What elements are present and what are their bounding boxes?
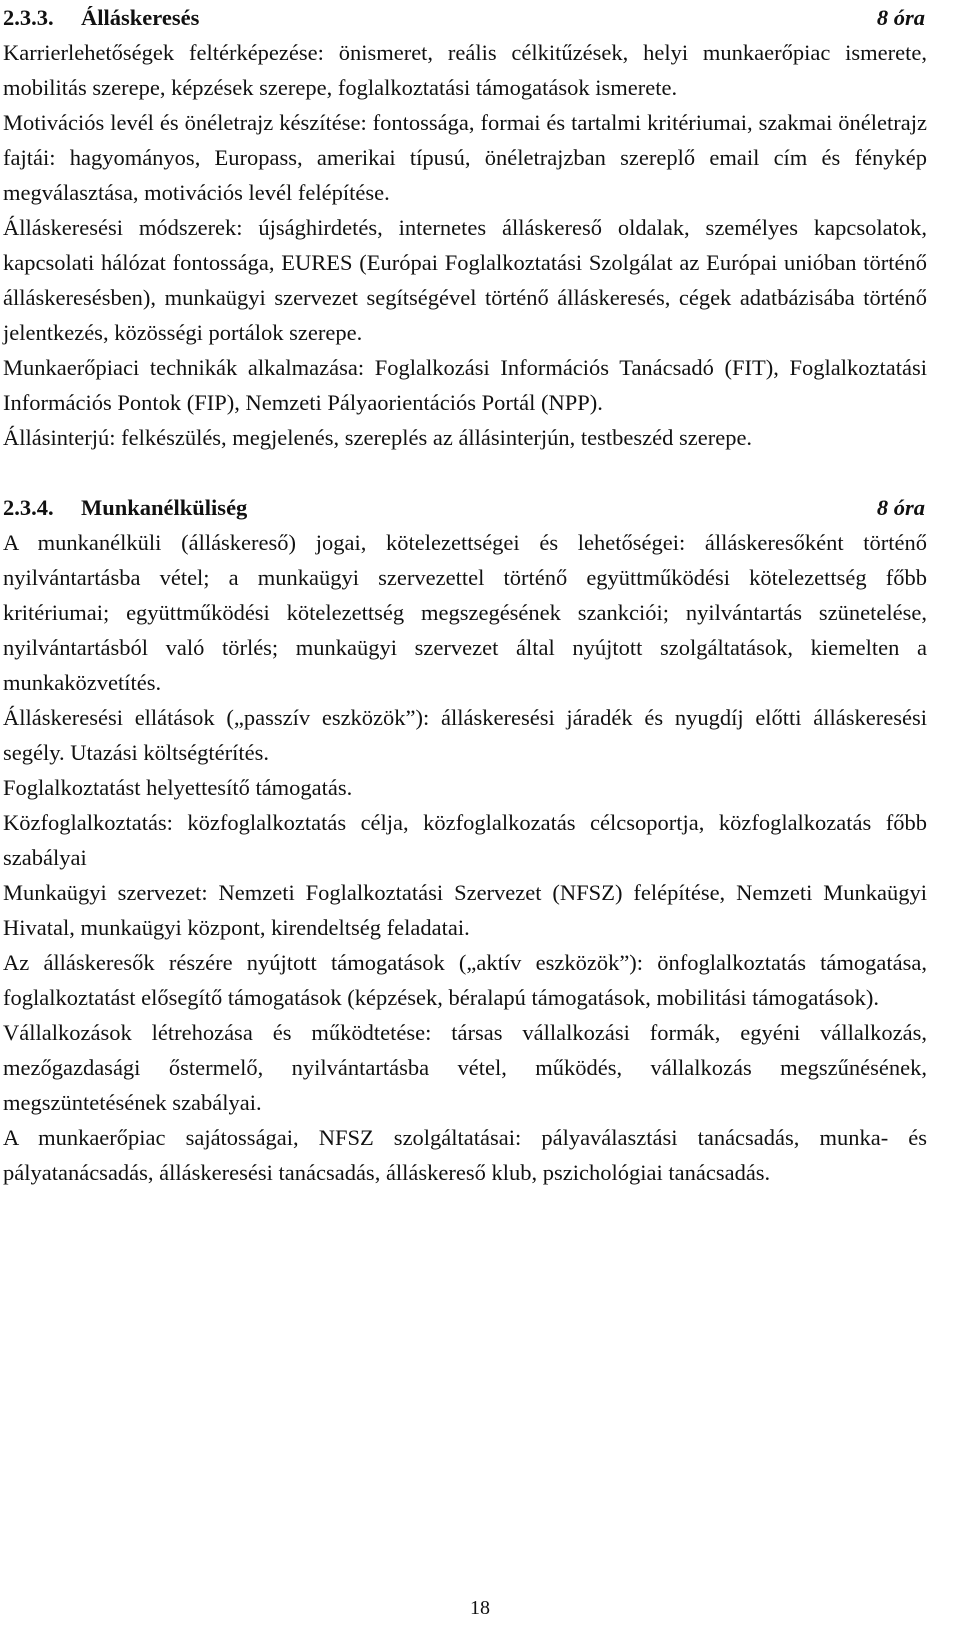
paragraph: Az álláskeresők részére nyújtott támogatások („aktív eszközök”): önfoglalkoztatás támogatása, foglalkoztatást elősegítő támogatások (képzések, béralapú támogatások, mobilitási támogatások).: [3, 950, 927, 1010]
paragraph: Munkaügyi szervezet: Nemzeti Foglalkoztatási Szervezet (NFSZ) felépítése, Nemzeti Munkaügyi Hivatal, munkaügyi központ, kirendeltség feladatai.: [3, 880, 927, 940]
section-number: 2.3.4.: [3, 495, 54, 520]
paragraph: A munkanélküli (álláskereső) jogai, kötelezettségei és lehetőségei: álláskeresőként történő nyilvántartásba vétel; a munkaügyi szervezettel történő együttműködési kötelezettség főbb kritériumai; együttműködési kötelezettség megszegésének szankciói; nyilvántartás szünetelése, nyilvántartásból való törlés; munkaügyi szervezet által nyújtott szolgáltatások, kiemelten a munkaközvetítés.: [3, 530, 927, 695]
section-heading-allaskereses: [3, 0, 927, 35]
section-title: Álláskeresés: [81, 5, 200, 30]
paragraph: Állásinterjú: felkészülés, megjelenés, szereplés az állásinterjún, testbeszéd szerepe.: [3, 425, 753, 450]
paragraph: Álláskeresési módszerek: újsághirdetés, internetes álláskereső oldalak, személyes kapcsolatok, kapcsolati hálózat fontossága, EURES (Európai Foglalkoztatási Szolgálat az Európai unióban történő álláskeresésben), munkaügyi szervezet segítségével történő álláskeresés, cégek adatbázisába történő jelentkezés, közösségi portálok szerepe.: [3, 215, 927, 345]
paragraph: Közfoglalkoztatás: közfoglalkoztatás célja, közfoglalkozatás célcsoportja, közfoglalkozatás főbb szabályai: [3, 810, 927, 870]
paragraph: Munkaerőpiaci technikák alkalmazása: Foglalkozási Információs Tanácsadó (FIT), Foglalkoztatási Információs Pontok (FIP), Nemzeti Pályaorientációs Portál (NPP).: [3, 355, 927, 415]
paragraph: Motivációs levél és önéletrajz készítése: fontossága, formai és tartalmi kritériumai, szakmai önéletrajz fajtái: hagyományos, Europass, amerikai típusú, önéletrajzban szereplő email cím és fénykép megválasztása, motivációs levél felépítése.: [3, 110, 927, 205]
section-hours: 8 óra: [876, 495, 925, 520]
paragraph: Karrierlehetőségek feltérképezése: önismeret, reális célkitűzések, helyi munkaerőpiac ismerete, mobilitás szerepe, képzések szerepe, foglalkoztatási támogatások ismerete.: [3, 40, 927, 100]
section-gap: [3, 455, 927, 490]
page-number: 18: [470, 1597, 490, 1619]
section-number: 2.3.3.: [3, 5, 54, 30]
paragraph: Vállalkozások létrehozása és működtetése: társas vállalkozási formák, egyéni vállalkozás, mezőgazdasági őstermelő, nyilvántartásba vétel, működés, vállalkozás megszűnésének, megszüntetésének szabályai.: [3, 1020, 927, 1115]
section-hours: 8 óra: [876, 5, 925, 30]
section-heading-munkanelkuliseg: [3, 490, 927, 525]
paragraph: Foglalkoztatást helyettesítő támogatás.: [3, 775, 353, 800]
section-title: Munkanélküliség: [81, 495, 248, 520]
paragraph: A munkaerőpiac sajátosságai, NFSZ szolgáltatásai: pályaválasztási tanácsadás, munka- és pályatanácsadás, álláskeresési tanácsadás, álláskereső klub, pszichológiai tanácsadás.: [3, 1125, 927, 1185]
paragraph: Álláskeresési ellátások („passzív eszközök”): álláskeresési járadék és nyugdíj előtti álláskeresési segély. Utazási költségtérítés.: [3, 705, 927, 765]
page-content: [3, 0, 927, 1190]
